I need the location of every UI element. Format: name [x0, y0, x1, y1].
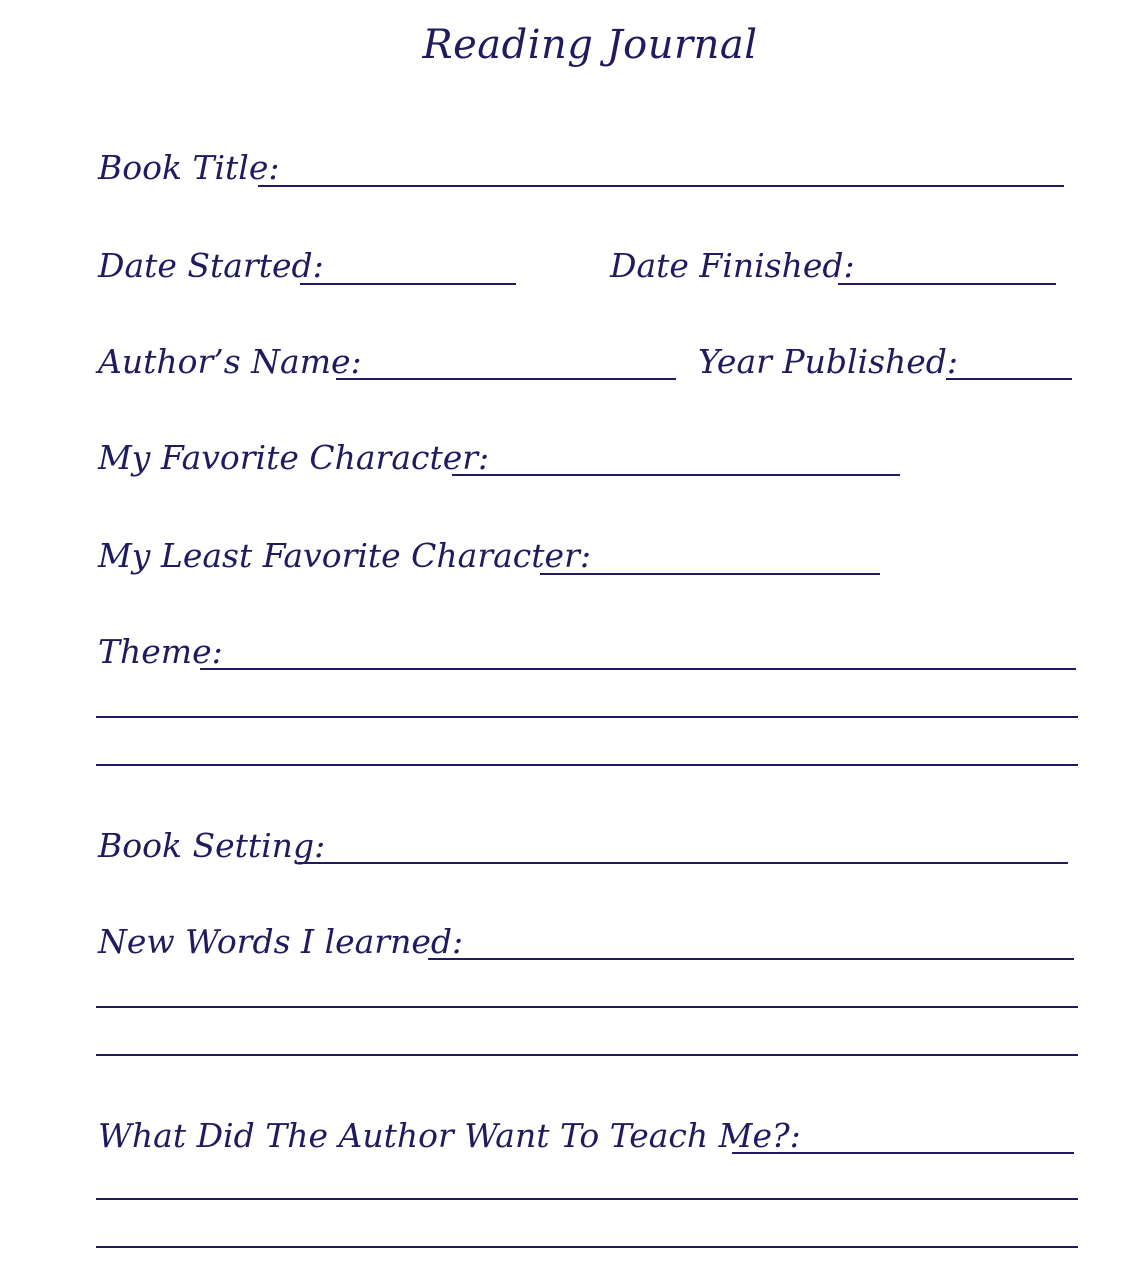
new-words-label: New Words I learned: [98, 922, 464, 961]
favorite-character-line[interactable] [452, 474, 900, 476]
new-words-line-2[interactable] [96, 1006, 1078, 1008]
theme-line-3[interactable] [96, 764, 1078, 766]
date-started-label: Date Started: [98, 246, 324, 285]
book-setting-line[interactable] [298, 862, 1068, 864]
theme-line-2[interactable] [96, 716, 1078, 718]
author-teach-label: What Did The Author Want To Teach Me?: [98, 1116, 801, 1155]
new-words-line-1[interactable] [428, 958, 1074, 960]
year-published-label: Year Published: [698, 342, 959, 381]
author-teach-line-2[interactable] [96, 1198, 1078, 1200]
book-title-line[interactable] [258, 185, 1064, 187]
author-teach-line-3[interactable] [96, 1246, 1078, 1248]
book-setting-label: Book Setting: [98, 826, 326, 865]
authors-name-label: Author’s Name: [98, 342, 362, 381]
date-finished-line[interactable] [838, 283, 1056, 285]
year-published-line[interactable] [946, 378, 1072, 380]
author-teach-line-1[interactable] [732, 1152, 1074, 1154]
date-started-line[interactable] [300, 283, 516, 285]
date-finished-label: Date Finished: [610, 246, 855, 285]
least-favorite-character-label: My Least Favorite Character: [98, 536, 591, 575]
book-title-label: Book Title: [98, 148, 280, 187]
new-words-line-3[interactable] [96, 1054, 1078, 1056]
theme-line-1[interactable] [200, 668, 1076, 670]
favorite-character-label: My Favorite Character: [98, 438, 490, 477]
authors-name-line[interactable] [336, 378, 676, 380]
theme-label: Theme: [98, 632, 223, 671]
least-favorite-character-line[interactable] [540, 573, 880, 575]
page-title: Reading Journal [422, 22, 758, 68]
